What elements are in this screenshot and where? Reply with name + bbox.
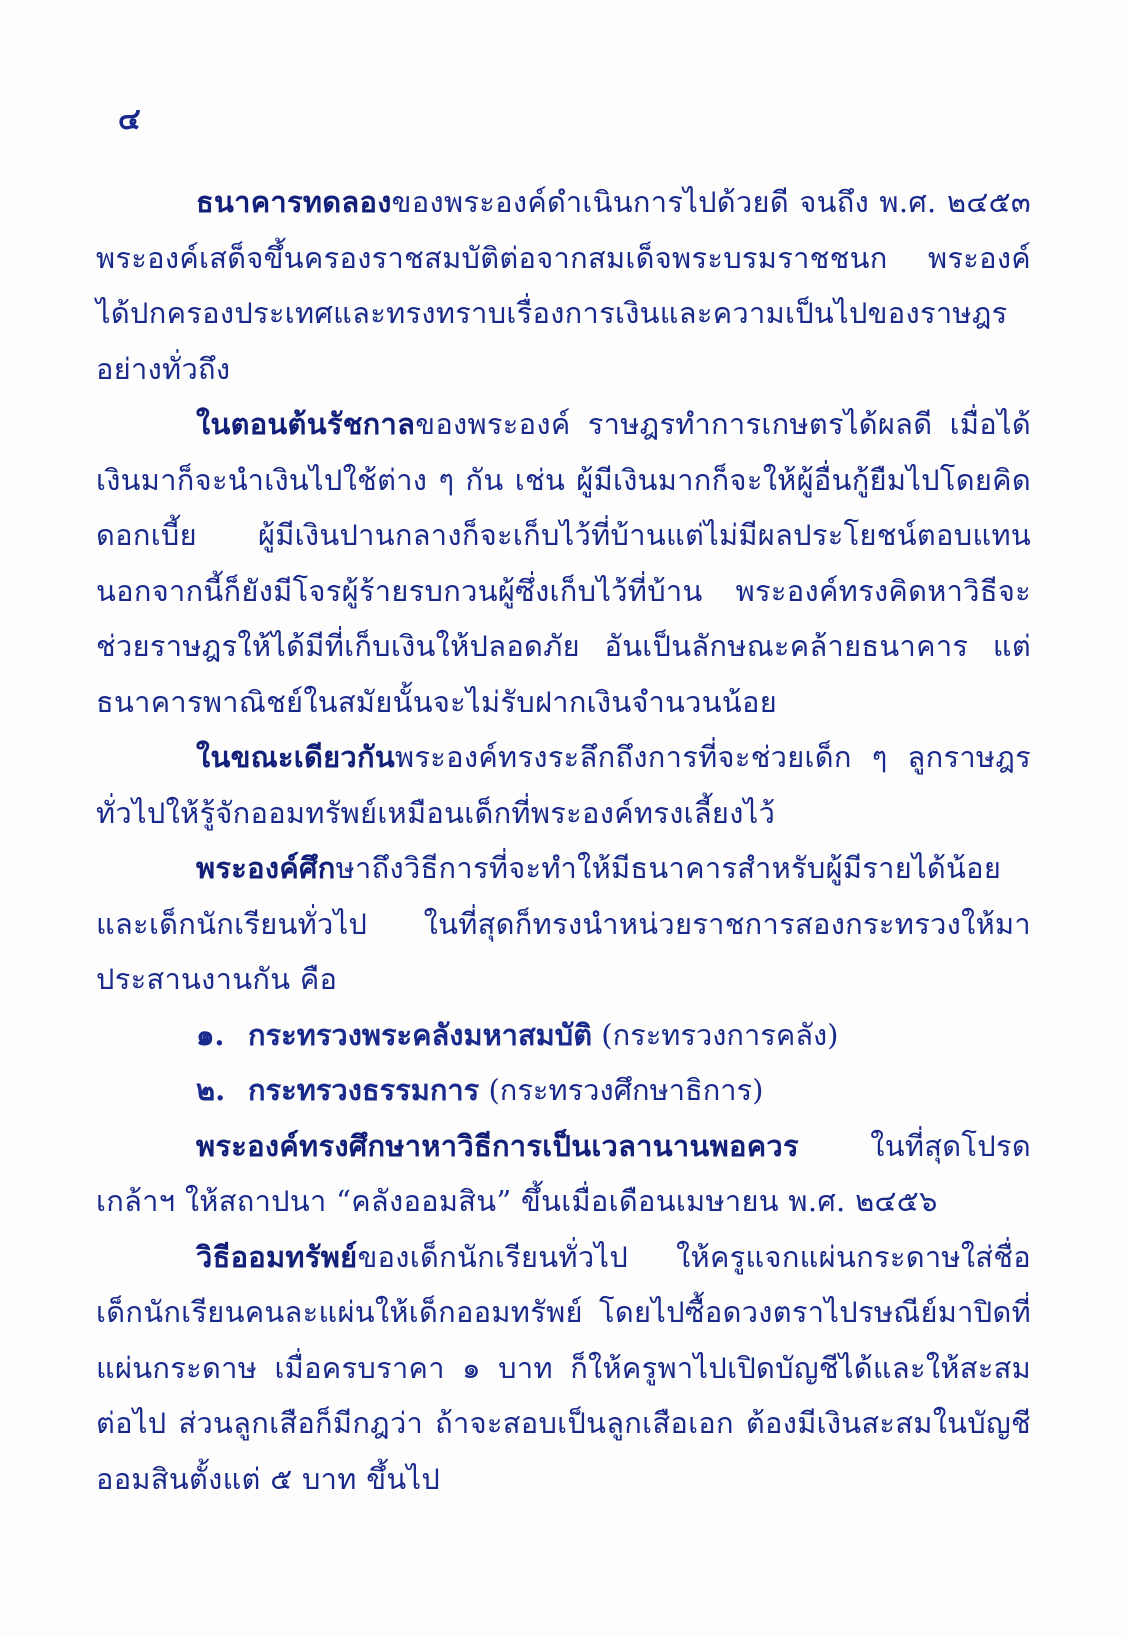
list-item (96, 1008, 1031, 1064)
paragraph-trial-bank (96, 175, 1031, 397)
paragraph-text: ของเด็กนักเรียนทั่วไป ให้ครูแจกแผ่นกระดาษใส่ชื่อเด็กนักเรียนคนละแผ่นให้เด็กออมทรัพย์ โดยไปซื้อดวงตราไปรษณีย์มาปิดที่แผ่นกระดาษ เมื่อครบราคา ๑ บาท ก็ให้ครูพาไปเปิดบัญชีได้และให้สะสมต่อไป ส่วนลูกเสือก็มีกฎว่า ถ้าจะสอบเป็นลูกเสือเอก ต้องมีเงินสะสมในบัญชีออมสินตั้งแต่ ๕ บาท ขึ้นไป (96, 1239, 1031, 1496)
paragraph-savings-bank-founding (96, 1119, 1031, 1230)
paragraph-text: ษาถึงวิธีการที่จะทำให้มีธนาคารสำหรับผู้มีรายได้น้อยและเด็กนักเรียนทั่วไป ในที่สุดก็ทรงนำหน่วยราชการสองกระทรวงให้มาประสานงานกัน คือ (96, 851, 1031, 996)
paragraph-text: ของพระองค์ ราษฎรทำการเกษตรได้ผลดี เมื่อได้เงินมาก็จะนำเงินไปใช้ต่าง ๆ กัน เช่น ผู้มีเงินมากก็จะให้ผู้อื่นกู้ยืมไปโดยคิดดอกเบี้ย ผู้มีเงินปานกลางก็จะเก็บไว้ที่บ้านแต่ไม่มีผลประโยชน์ตอบแทน นอกจากนี้ก็ยังมีโจรผู้ร้ายรบกวนผู้ซึ่งเก็บไว้ที่บ้าน พระองค์ทรงคิดหาวิธีจะช่วยราษฎรให้ได้มีที่เก็บเงินให้ปลอดภัย อันเป็นลักษณะคล้ายธนาคาร แต่ธนาคารพาณิชย์ในสมัยนั้นจะไม่รับฝากเงินจำนวนน้อย (96, 407, 1031, 719)
paragraph-children-saving (96, 730, 1031, 841)
paragraph-saving-method (96, 1230, 1031, 1508)
ministry-note: (กระทรวงศึกษาธิการ) (479, 1073, 764, 1107)
ministry-note: (กระทรวงการคลัง) (592, 1017, 839, 1052)
page-number: ๔ (118, 102, 141, 137)
ministry-name: กระทรวงพระคลังมหาสมบัติ (248, 1017, 593, 1052)
paragraph-ministries-intro (96, 841, 1031, 1008)
ministry-list (96, 1008, 1031, 1119)
list-number: ๑. (196, 1017, 225, 1052)
list-number: ๒. (196, 1073, 226, 1107)
paragraph-lead: ในขณะเดียวกัน (196, 740, 395, 774)
paragraph-text: พระองค์ทรงระลึกถึงการที่จะช่วยเด็ก ๆ ลูกราษฎรทั่วไปให้รู้จักออมทรัพย์เหมือนเด็กที่พระองค์ทรงเลี้ยงไว้ (96, 740, 1031, 830)
paragraph-text: ของพระองค์ดำเนินการไปด้วยดี จนถึง พ.ศ. ๒๔๕๓ พระองค์เสด็จขึ้นครองราชสมบัติต่อจากสมเด็จพระบรมราชชนก พระองค์ได้ปกครองประเทศและทรงทราบเรื่องการเงินและความเป็นไปของราษฎรอย่างทั่วถึง (96, 185, 1031, 386)
document-body (96, 175, 1031, 1507)
paragraph-lead: พระองค์ศึก (196, 851, 336, 885)
paragraph-early-reign (96, 397, 1031, 730)
paragraph-lead: ธนาคารทดลอง (196, 185, 392, 219)
list-item (96, 1063, 1031, 1119)
ministry-name: กระทรวงธรรมการ (248, 1073, 480, 1107)
paragraph-lead: ในตอนต้นรัชกาล (196, 407, 416, 441)
paragraph-text: ในที่สุดโปรดเกล้าฯ ให้สถาปนา “คลังออมสิน” ขึ้นเมื่อเดือนเมษายน พ.ศ. ๒๔๕๖ (96, 1128, 1031, 1218)
paragraph-lead: พระองค์ทรงศึกษาหาวิธีการเป็นเวลานานพอควร (196, 1128, 799, 1163)
paragraph-lead: วิธีออมทรัพย์ (196, 1239, 358, 1274)
